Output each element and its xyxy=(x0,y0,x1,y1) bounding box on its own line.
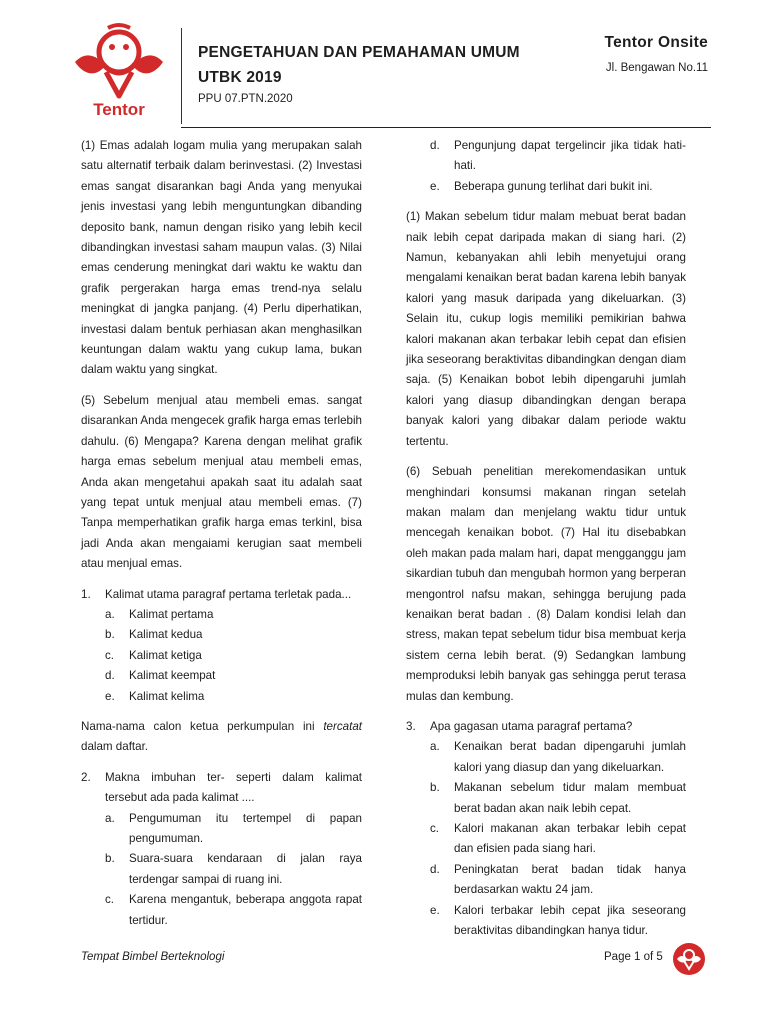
question-3 xyxy=(406,717,686,941)
option-letter: e. xyxy=(430,179,440,193)
paragraph-3 xyxy=(81,717,362,758)
paragraph-3-end: dalam daftar. xyxy=(81,740,149,754)
paragraph-5: (6) Sebuah penelitian merekomendasikan untuk menghindari konsumsi makanan ringan setelah makan malam dan menjelang waktu tidur untuk mencegah kenaikan bobot. (7) Hal itu disebabkan oleh makan pada malam hari, dapat mengganggu jam sikardian tubuh dan mengubah hormon yang berperan mengontrol nafsu makan, sehingga berujung pada kenaikan berat badan . (8) Dalam kondisi lelah dan stress, makan tepat sebelum tidur bisa membuat kerja sistem cerna lebih berat. (9) Sedangkan lambung memproduksi lebih banyak gas sehingga perut terasa mulas dan kembung. xyxy=(406,465,686,703)
left-column xyxy=(81,136,362,941)
question-text: Apa gagasan utama paragraf pertama? xyxy=(430,719,633,733)
right-column xyxy=(406,136,686,951)
brand-name: Tentor Onsite xyxy=(604,34,708,51)
option-e[interactable] xyxy=(105,687,362,707)
option-text: Kalimat pertama xyxy=(129,607,214,621)
option-letter: e. xyxy=(430,903,440,917)
option-b[interactable] xyxy=(105,849,362,890)
option-letter: d. xyxy=(430,139,440,152)
option-text: Suara-suara kendaraan di jalan raya terdengar sampai di ruang ini. xyxy=(129,852,362,886)
option-text: Kalimat kelima xyxy=(129,689,205,703)
option-text: Kalori terbakar lebih cepat jika seseorang beraktivitas dibandingkan hanya tidur. xyxy=(454,903,686,938)
option-b[interactable] xyxy=(105,625,362,645)
paragraph-4: (1) Makan sebelum tidur malam mebuat berat badan naik lebih cepat daripada makan di siang hari. (2) Namun, kebanyakan ahli lebih menyetujui orang mengalami kenaikan berat badan karena lebih banyak kalori yang masuk daripada yang dikeluarkan. (3) Selain itu, cukup logis memiliki pemikirian bahwa kalori makanan akan terbakar lebih cepat dan efisien jika seseorang beraktivitas dibandingkan dengan diam saja. (5) Kenaikan bobot lebih dipengaruhi jumlah kalori yang diasup dibandingkan dengan berapa banyak kalori yang dibakar dalam periode waktu tertentu. xyxy=(406,210,686,448)
header-rule xyxy=(181,127,711,128)
italic-word: tercatat xyxy=(323,719,362,733)
title-line-2: UTBK 2019 xyxy=(198,69,282,86)
fish-logo-icon xyxy=(72,22,166,102)
question-2 xyxy=(81,768,362,931)
option-letter: e. xyxy=(105,689,115,703)
option-c[interactable] xyxy=(430,819,686,860)
option-text: Kalimat keempat xyxy=(129,669,216,683)
option-d[interactable] xyxy=(430,136,686,177)
option-d[interactable] xyxy=(105,666,362,686)
question-number: 2. xyxy=(81,770,91,784)
option-letter: b. xyxy=(105,852,115,866)
option-letter: d. xyxy=(105,669,115,683)
option-text: Kalimat kedua xyxy=(129,628,203,642)
paragraph-3-start: Nama-nama calon ketua perkumpulan ini xyxy=(81,719,324,733)
option-text: Makanan sebelum tidur malam membuat berat badan akan naik lebih cepat. xyxy=(454,781,686,815)
option-text: Peningkatan berat badan tidak hanya berdasarkan waktu 24 jam. xyxy=(454,862,686,897)
option-letter: c. xyxy=(430,822,440,835)
question-text: Kalimat utama paragraf pertama terletak pada... xyxy=(105,587,352,601)
option-e[interactable] xyxy=(430,901,686,942)
option-a[interactable] xyxy=(105,809,362,850)
page-title xyxy=(198,40,520,90)
option-e[interactable] xyxy=(430,177,686,197)
tentor-logo xyxy=(72,22,166,122)
address: Jl. Bengawan No.11 xyxy=(605,62,708,74)
document-code: PPU 07.PTN.2020 xyxy=(198,93,293,105)
option-text: Pengumuman itu tertempel di papan pengumuman. xyxy=(129,811,362,845)
option-c[interactable] xyxy=(105,890,362,931)
option-letter: a. xyxy=(430,740,440,754)
question-number: 1. xyxy=(81,587,91,601)
option-text: Karena mengantuk, beberapa anggota rapat tertidur. xyxy=(129,893,362,927)
option-text: Kenaikan berat badan dipengaruhi jumlah kalori yang diasup dan yang dikeluarkan. xyxy=(454,740,686,774)
option-letter: b. xyxy=(430,781,440,795)
option-text: Pengunjung dapat tergelincir jika tidak hati-hati. xyxy=(454,139,686,173)
paragraph-1: (1) Emas adalah logam mulia yang merupakan salah satu alternatif terbaik dalam berinvestasi. (2) Investasi emas sangat disarankan bagi Anda yang menyukai jenis investasi yang lebih menguntungkan dibanding deposito bank, namun dengan risiko yang lebih kecil dibandingkan investasi saham maupun valas. (3) Nilai emas cenderung meningkat dari waktu ke waktu dan grafik pergerakan harga emas trend-nya selalu meningkat di jangka panjang. (4) Perlu diperhatikan, investasi dalam bentuk perhiasan akan menghasilkan keuntungan dalam waktu yang cukup lama, bukan dalam waktu yang singkat. xyxy=(81,139,362,377)
question-2-continued xyxy=(406,136,686,197)
question-1 xyxy=(81,585,362,707)
footer-tagline: Tempat Bimbel Berteknologi xyxy=(81,951,225,963)
paragraph-2: (5) Sebelum menjual atau membeli emas. sangat disarankan Anda mengecek grafik harga emas terlebih dahulu. (6) Mengapa? Karena dengan melihat grafik harga emas sebelum menjual atau membeli emas, Anda akan mengetahui apakah saat itu adalah saat yang tepat untuk menjual atau membeli emas. (7) Tanpa memperhatikan grafik harga emas terkinl, bisa jadi Anda akan mengaiami kerugian saat membeli atau menjual emas. xyxy=(81,393,362,571)
option-text: Kalori makanan akan terbakar lebih cepat dan efisien pada siang hari. xyxy=(454,822,686,856)
page-number: Page 1 of 5 xyxy=(604,951,663,963)
question-text: Makna imbuhan ter- seperti dalam kalimat tersebut ada pada kalimat .... xyxy=(105,770,362,805)
question-number: 3. xyxy=(406,719,416,733)
option-a[interactable] xyxy=(105,605,362,625)
logo-text: Tentor xyxy=(93,100,145,119)
option-a[interactable] xyxy=(430,737,686,778)
option-letter: a. xyxy=(105,811,115,825)
title-line-1: PENGETAHUAN DAN PEMAHAMAN UMUM xyxy=(198,44,520,61)
option-b[interactable] xyxy=(430,778,686,819)
option-c[interactable] xyxy=(105,646,362,666)
option-text: Beberapa gunung terlihat dari bukit ini. xyxy=(454,179,653,193)
footer-logo-icon xyxy=(672,942,706,976)
option-d[interactable] xyxy=(430,860,686,901)
option-letter: c. xyxy=(105,893,115,907)
option-letter: d. xyxy=(430,862,440,876)
option-text: Kalimat ketiga xyxy=(129,648,202,662)
header-divider xyxy=(181,28,182,124)
option-letter: a. xyxy=(105,607,115,621)
option-letter: c. xyxy=(105,648,115,662)
option-letter: b. xyxy=(105,628,115,642)
